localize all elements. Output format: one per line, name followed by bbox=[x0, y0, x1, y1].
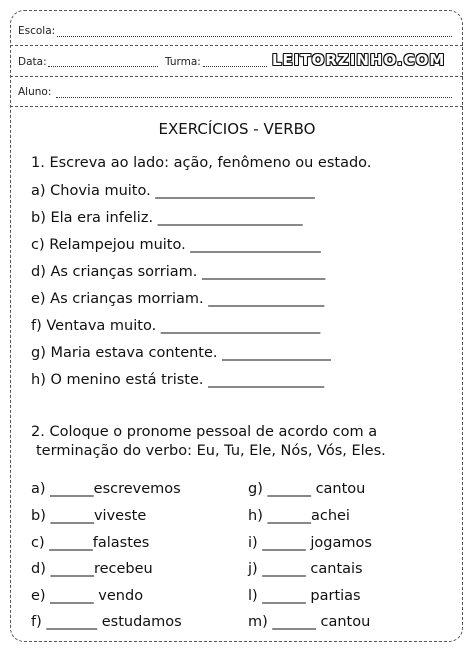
q2-prompt-line2: terminação do verbo: Eu, Tu, Ele, Nós, Vós, Eles. bbox=[36, 443, 386, 459]
q1-item: b) Ela era infeliz. ____________________ bbox=[31, 210, 303, 226]
header-divider bbox=[10, 45, 463, 46]
q1-item: h) O menino está triste. ________________ bbox=[31, 372, 325, 388]
q1-item: e) As crianças morriam. ________________ bbox=[31, 291, 325, 307]
q2-right-item: i) ______ jogamos bbox=[248, 535, 372, 551]
q2-right-item: h) ______achei bbox=[248, 508, 350, 524]
data-label: Data: bbox=[18, 56, 47, 68]
q2-right-item: j) ______ cantais bbox=[248, 561, 363, 577]
q1-item: d) As crianças sorriam. _________________ bbox=[31, 264, 326, 280]
brand-logo: LEITORZINHO.COM bbox=[272, 51, 446, 69]
q1-item: f) Ventava muito. ______________________ bbox=[31, 318, 321, 334]
header-divider bbox=[10, 106, 463, 107]
q1-item: a) Chovia muito. ______________________ bbox=[31, 183, 315, 199]
turma-field[interactable] bbox=[203, 66, 267, 67]
q2-right-item: l) ______ partias bbox=[248, 588, 361, 604]
aluno-field[interactable] bbox=[56, 97, 452, 98]
q2-left-item: b) ______viveste bbox=[31, 508, 147, 524]
q1-item: g) Maria estava contente. _______________ bbox=[31, 345, 331, 361]
q1-prompt: 1. Escreva ao lado: ação, fenômeno ou estado. bbox=[31, 155, 372, 171]
worksheet-title: EXERCÍCIOS - VERBO bbox=[158, 120, 316, 138]
q2-left-item: f) _______ estudamos bbox=[31, 614, 182, 630]
q2-left-item: c) ______falastes bbox=[31, 535, 150, 551]
header-divider bbox=[10, 76, 463, 77]
q2-left-item: e) ______ vendo bbox=[31, 588, 144, 604]
escola-field[interactable] bbox=[57, 36, 452, 37]
q2-prompt-line1: 2. Coloque o pronome pessoal de acordo com a bbox=[31, 424, 378, 440]
q2-left-item: d) ______recebeu bbox=[31, 561, 153, 577]
q2-right-item: g) ______ cantou bbox=[248, 481, 366, 497]
data-field[interactable] bbox=[48, 66, 158, 67]
q1-item: c) Relampejou muito. __________________ bbox=[31, 237, 321, 253]
escola-label: Escola: bbox=[18, 25, 56, 37]
q2-right-item: m) ______ cantou bbox=[248, 614, 371, 630]
turma-label: Turma: bbox=[165, 56, 201, 68]
aluno-label: Aluno: bbox=[18, 86, 52, 98]
q2-left-item: a) ______escrevemos bbox=[31, 481, 181, 497]
